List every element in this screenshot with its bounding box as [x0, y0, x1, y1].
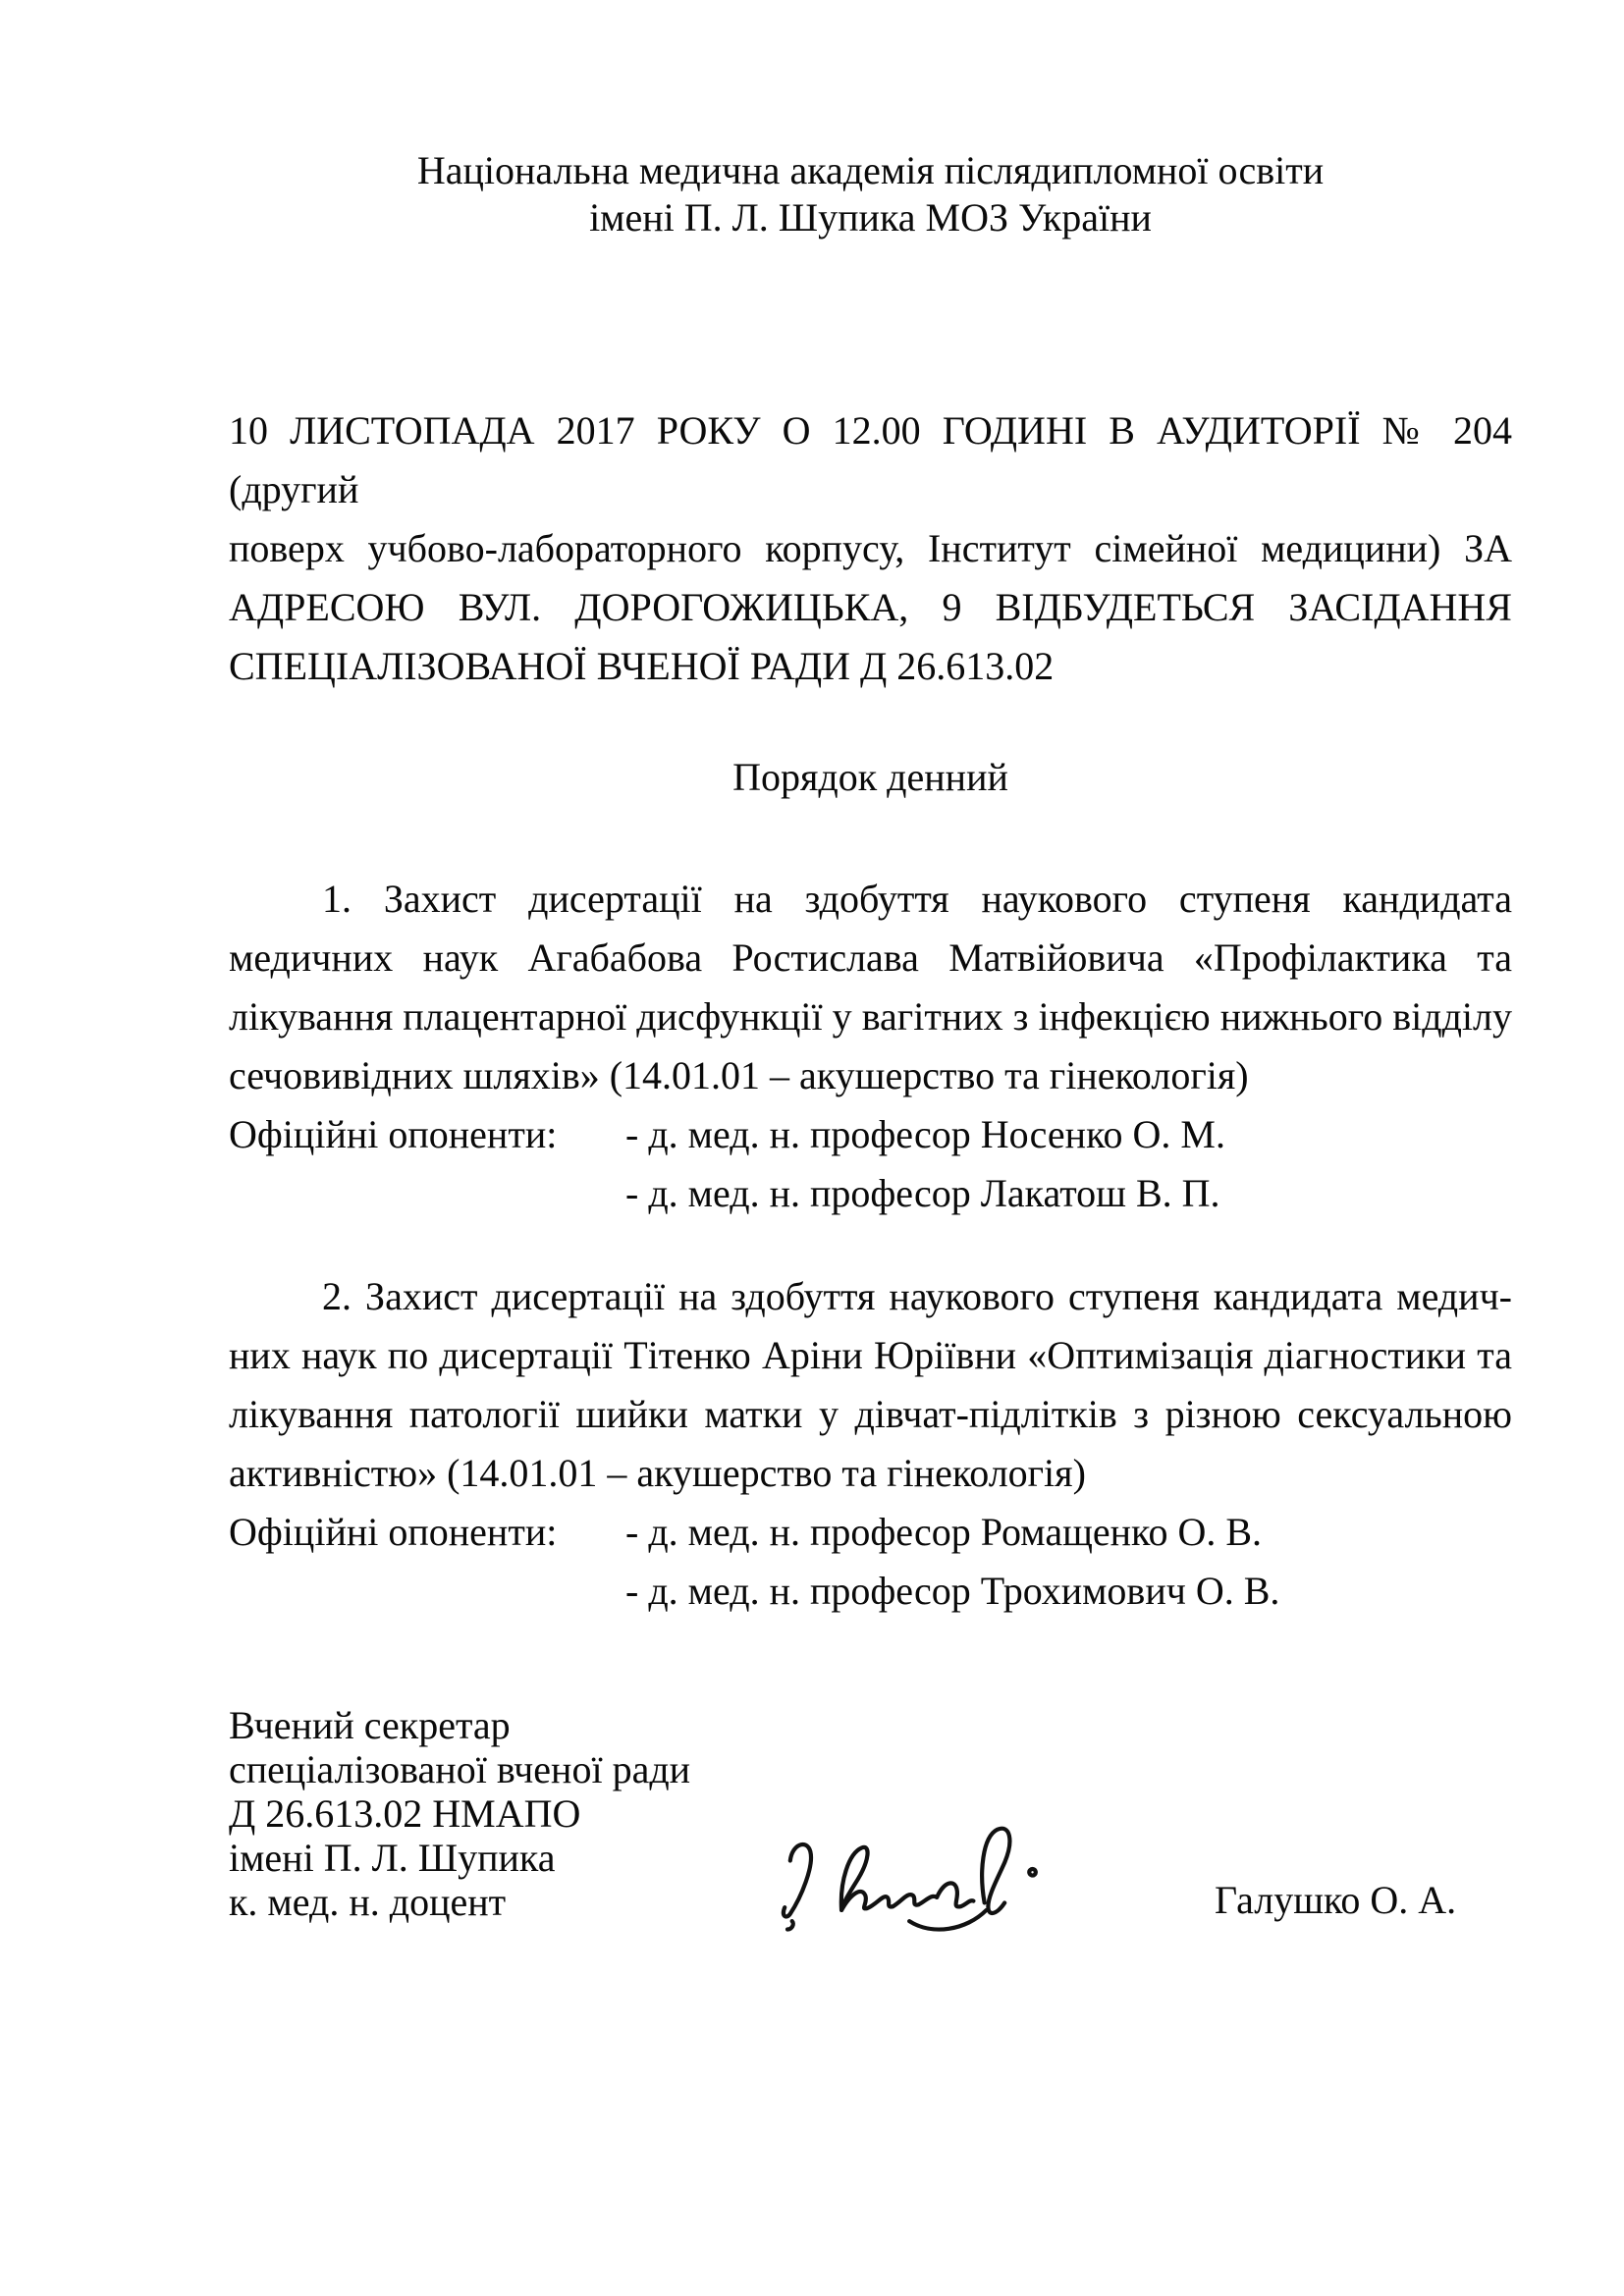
agenda-item-1-line-3: лікування плацентарної дисфункції у вагітних з інфекцією нижнього відділу — [229, 994, 1512, 1039]
opponent-name: - д. мед. н. професор Трохимович О. В. — [625, 1569, 1280, 1613]
opponents-label-spacer — [229, 1164, 625, 1223]
agenda-item-2-line-2: них наук по дисертації Тітенко Аріни Юріївни «Оптимізація діагностики та — [229, 1333, 1512, 1377]
agenda-item-2-line-1: 2. Захист дисертації на здобуття наукового ступеня кандидата медич- — [322, 1274, 1512, 1318]
agenda-item-1-line-1: 1. Захист дисертації на здобуття наукового ступеня кандидата — [322, 877, 1512, 921]
agenda-item-2-line-3: лікування патології шийки матки у дівчат-підлітків з різною сексуальною — [229, 1392, 1512, 1436]
opponents-label: Офіційні опоненти: — [229, 1112, 558, 1156]
agenda-item-2-opponents-row-2 — [229, 1562, 1512, 1621]
agenda-item-2-line-4: активністю» (14.01.01 – акушерство та гінекологія) — [229, 1451, 1086, 1495]
agenda-item-1-line-2: медичних наук Агабабова Ростислава Матвійовича «Профілактика та — [229, 935, 1512, 980]
secretary-signature-block — [229, 1703, 1512, 1939]
secretary-name: Галушко О. А. — [1215, 1878, 1457, 1922]
agenda-item-1 — [229, 870, 1512, 1223]
agenda-item-2 — [229, 1267, 1512, 1621]
announcement-line-2: поверх учбово-лабораторного корпусу, Інститут сімейної медицини) ЗА — [229, 526, 1512, 570]
opponent-name: - д. мед. н. професор Лакатош В. П. — [625, 1171, 1220, 1215]
agenda-item-1-line-4: сечовивідних шляхів» (14.01.01 – акушерство та гінекологія) — [229, 1053, 1249, 1097]
agenda-heading: Порядок денний — [732, 755, 1008, 799]
secretary-title-line-5: к. мед. н. доцент — [229, 1880, 507, 1924]
announcement-line-3: АДРЕСОЮ ВУЛ. ДОРОГОЖИЦЬКА, 9 ВІДБУДЕТЬСЯ ЗАСІДАННЯ — [229, 585, 1512, 629]
secretary-title-line-4: імені П. Л. Шупика — [229, 1836, 556, 1880]
institution-header — [229, 147, 1512, 241]
opponents-label: Офіційні опоненти: — [229, 1510, 558, 1554]
institution-name-line-2: імені П. Л. Шупика МОЗ України — [589, 195, 1152, 240]
agenda-item-1-opponents-row-2 — [229, 1164, 1512, 1223]
announcement-line-1: 10 ЛИСТОПАДА 2017 РОКУ О 12.00 ГОДИНІ В АУДИТОРІЇ № 204 (другий — [229, 408, 1512, 511]
institution-name-line-1: Національна медична академія післядипломної освіти — [416, 148, 1325, 192]
announcement-paragraph — [229, 401, 1512, 696]
secretary-title-line-1: Вчений секретар — [229, 1703, 511, 1747]
opponent-name: - д. мед. н. професор Носенко О. М. — [625, 1112, 1225, 1156]
signature-image — [764, 1813, 1058, 1950]
opponents-label-spacer — [229, 1562, 625, 1621]
agenda-item-2-opponents-row-1 — [229, 1503, 1512, 1562]
agenda-item-1-opponents-row-1 — [229, 1105, 1512, 1164]
announcement-line-4: СПЕЦІАЛІЗОВАНОЇ ВЧЕНОЇ РАДИ Д 26.613.02 — [229, 644, 1055, 688]
secretary-title-line-3: Д 26.613.02 НМАПО — [229, 1791, 581, 1836]
secretary-title-line-2: спеціалізованої вченої ради — [229, 1747, 691, 1791]
opponent-name: - д. мед. н. професор Ромащенко О. В. — [625, 1510, 1263, 1554]
